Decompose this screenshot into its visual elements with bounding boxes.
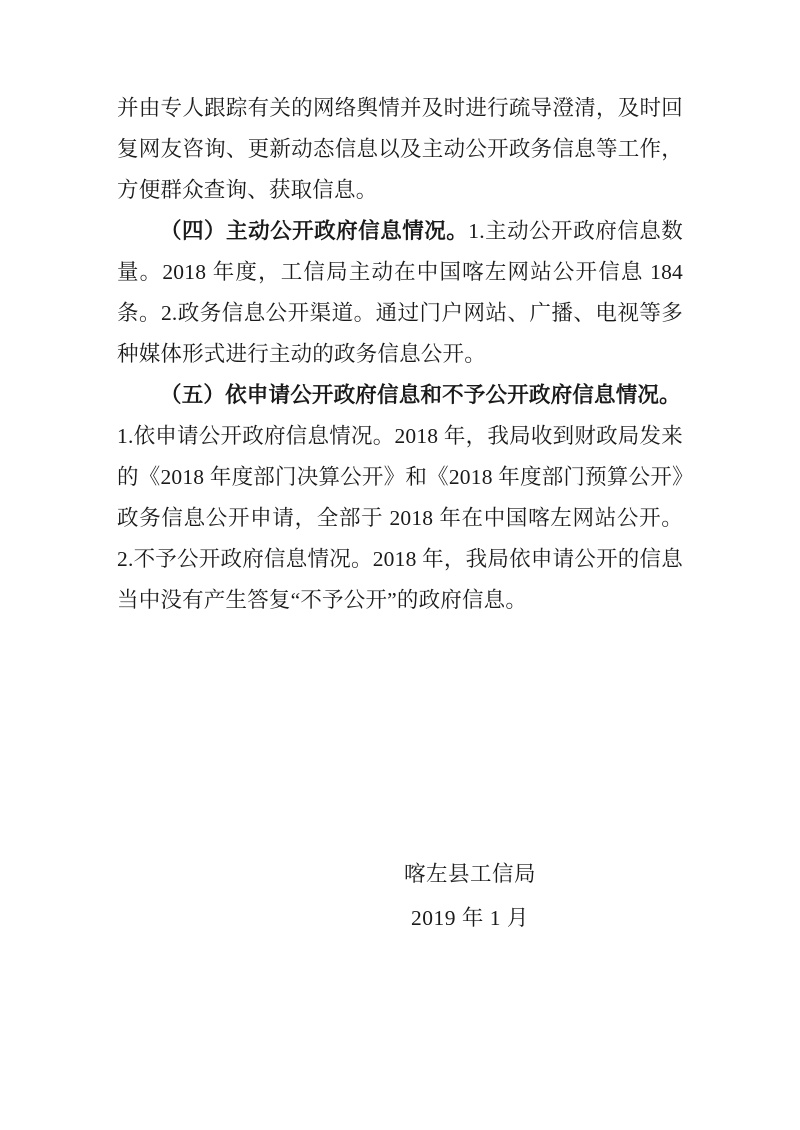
signature-block — [117, 852, 683, 940]
section-four-heading: （四）主动公开政府信息情况。 — [160, 219, 469, 243]
section-five-heading: （五）依申请公开政府信息和不予公开政府信息情况。 — [160, 383, 681, 407]
section-four-text: 1.主动公开政府信息数量。2018 年度，工信局主动在中国喀左网站公开信息 184 条。2.政务信息公开渠道。通过门户网站、广播、电视等多种媒体形式进行主动的政务信息公开。 — [117, 219, 683, 366]
signature-organization: 喀左县工信局 — [403, 862, 536, 886]
document-body — [117, 88, 683, 621]
paragraph-section-five-body: 1.依申请公开政府信息情况。2018 年，我局收到财政局发来的《2018 年度部门决算公开》和《2018 年度部门预算公开》政务信息公开申请，全部于 2018 年在中国喀左网站公开。2.不予公开政府信息情况。2018 年，我局依申请公开的信息当中没有产生答复“不予公开”的政府信息。 — [117, 424, 683, 612]
paragraph-network-opinion: 并由专人跟踪有关的网络舆情并及时进行疏导澄清，及时回复网友咨询、更新动态信息以及主动公开政务信息等工作，方便群众查询、获取信息。 — [117, 96, 683, 202]
signature-date: 2019 年 1 月 — [411, 906, 529, 930]
paragraph-section-five-heading — [117, 375, 683, 416]
paragraph-section-four — [117, 211, 683, 375]
